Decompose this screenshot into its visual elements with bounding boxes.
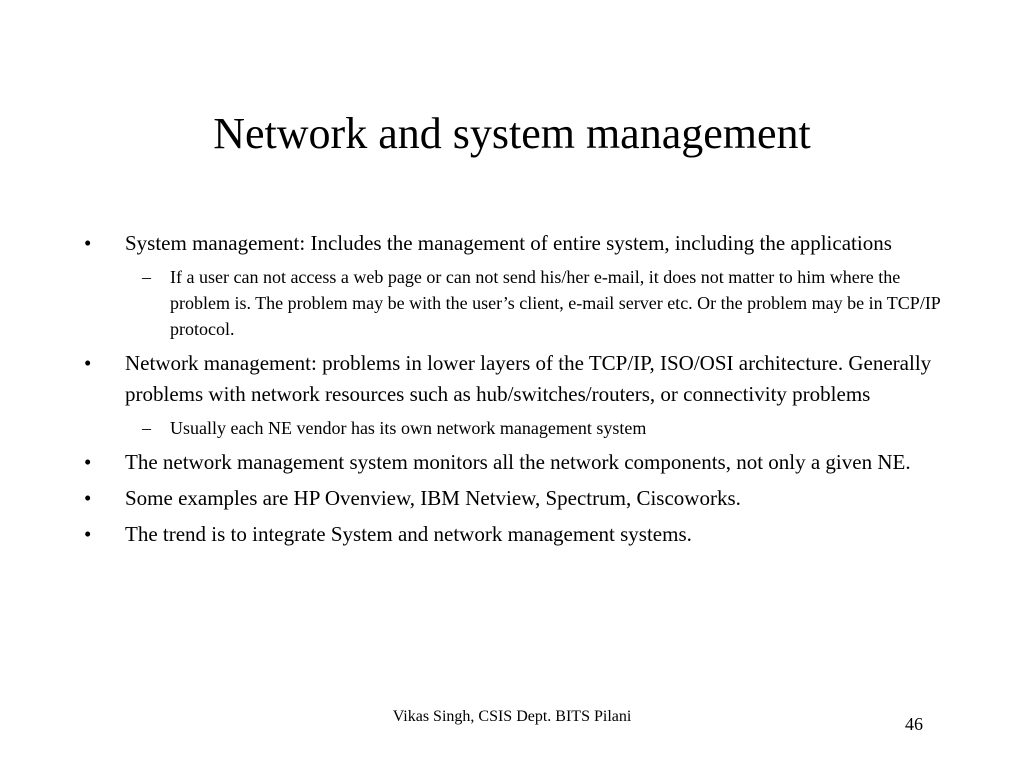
sub-bullet-item bbox=[125, 415, 954, 441]
slide-title: Network and system management bbox=[213, 109, 811, 158]
bullet-item bbox=[84, 228, 954, 259]
sub-bullet-text: If a user can not access a web page or can not send his/her e-mail, it does not matter to him where the problem is. The problem may be with the user’s client, e-mail server etc. Or the problem may be in TCP/IP protocol. bbox=[170, 267, 941, 339]
bullet-marker: • bbox=[84, 351, 92, 375]
bullet-text: Network management: problems in lower layers of the TCP/IP, ISO/OSI architecture. Generally problems with network resources such as hub/switches/routers, or connectivity problems bbox=[125, 351, 932, 406]
bullet-text: Some examples are HP Ovenview, IBM Netview, Spectrum, Ciscoworks. bbox=[125, 486, 741, 510]
bullet-item bbox=[84, 348, 954, 410]
page-number: 46 bbox=[905, 714, 923, 734]
sub-bullet-marker: – bbox=[142, 267, 151, 287]
bullet-marker: • bbox=[84, 231, 92, 255]
bullet-text: The network management system monitors all the network components, not only a given NE. bbox=[125, 450, 911, 474]
bullet-marker: • bbox=[84, 486, 92, 510]
footer-text: Vikas Singh, CSIS Dept. BITS Pilani bbox=[392, 708, 632, 725]
sub-bullet-marker: – bbox=[142, 418, 151, 438]
bullet-text: The trend is to integrate System and network management systems. bbox=[125, 522, 692, 546]
bullet-marker: • bbox=[84, 450, 92, 474]
bullet-item bbox=[84, 483, 954, 514]
bullet-item bbox=[84, 447, 954, 478]
slide-content bbox=[84, 228, 954, 555]
bullet-marker: • bbox=[84, 522, 92, 546]
sub-bullet-text: Usually each NE vendor has its own network management system bbox=[170, 418, 647, 438]
bullet-item bbox=[84, 519, 954, 550]
sub-bullet-item bbox=[125, 264, 954, 342]
bullet-text: System management: Includes the management of entire system, including the applications bbox=[125, 231, 892, 255]
